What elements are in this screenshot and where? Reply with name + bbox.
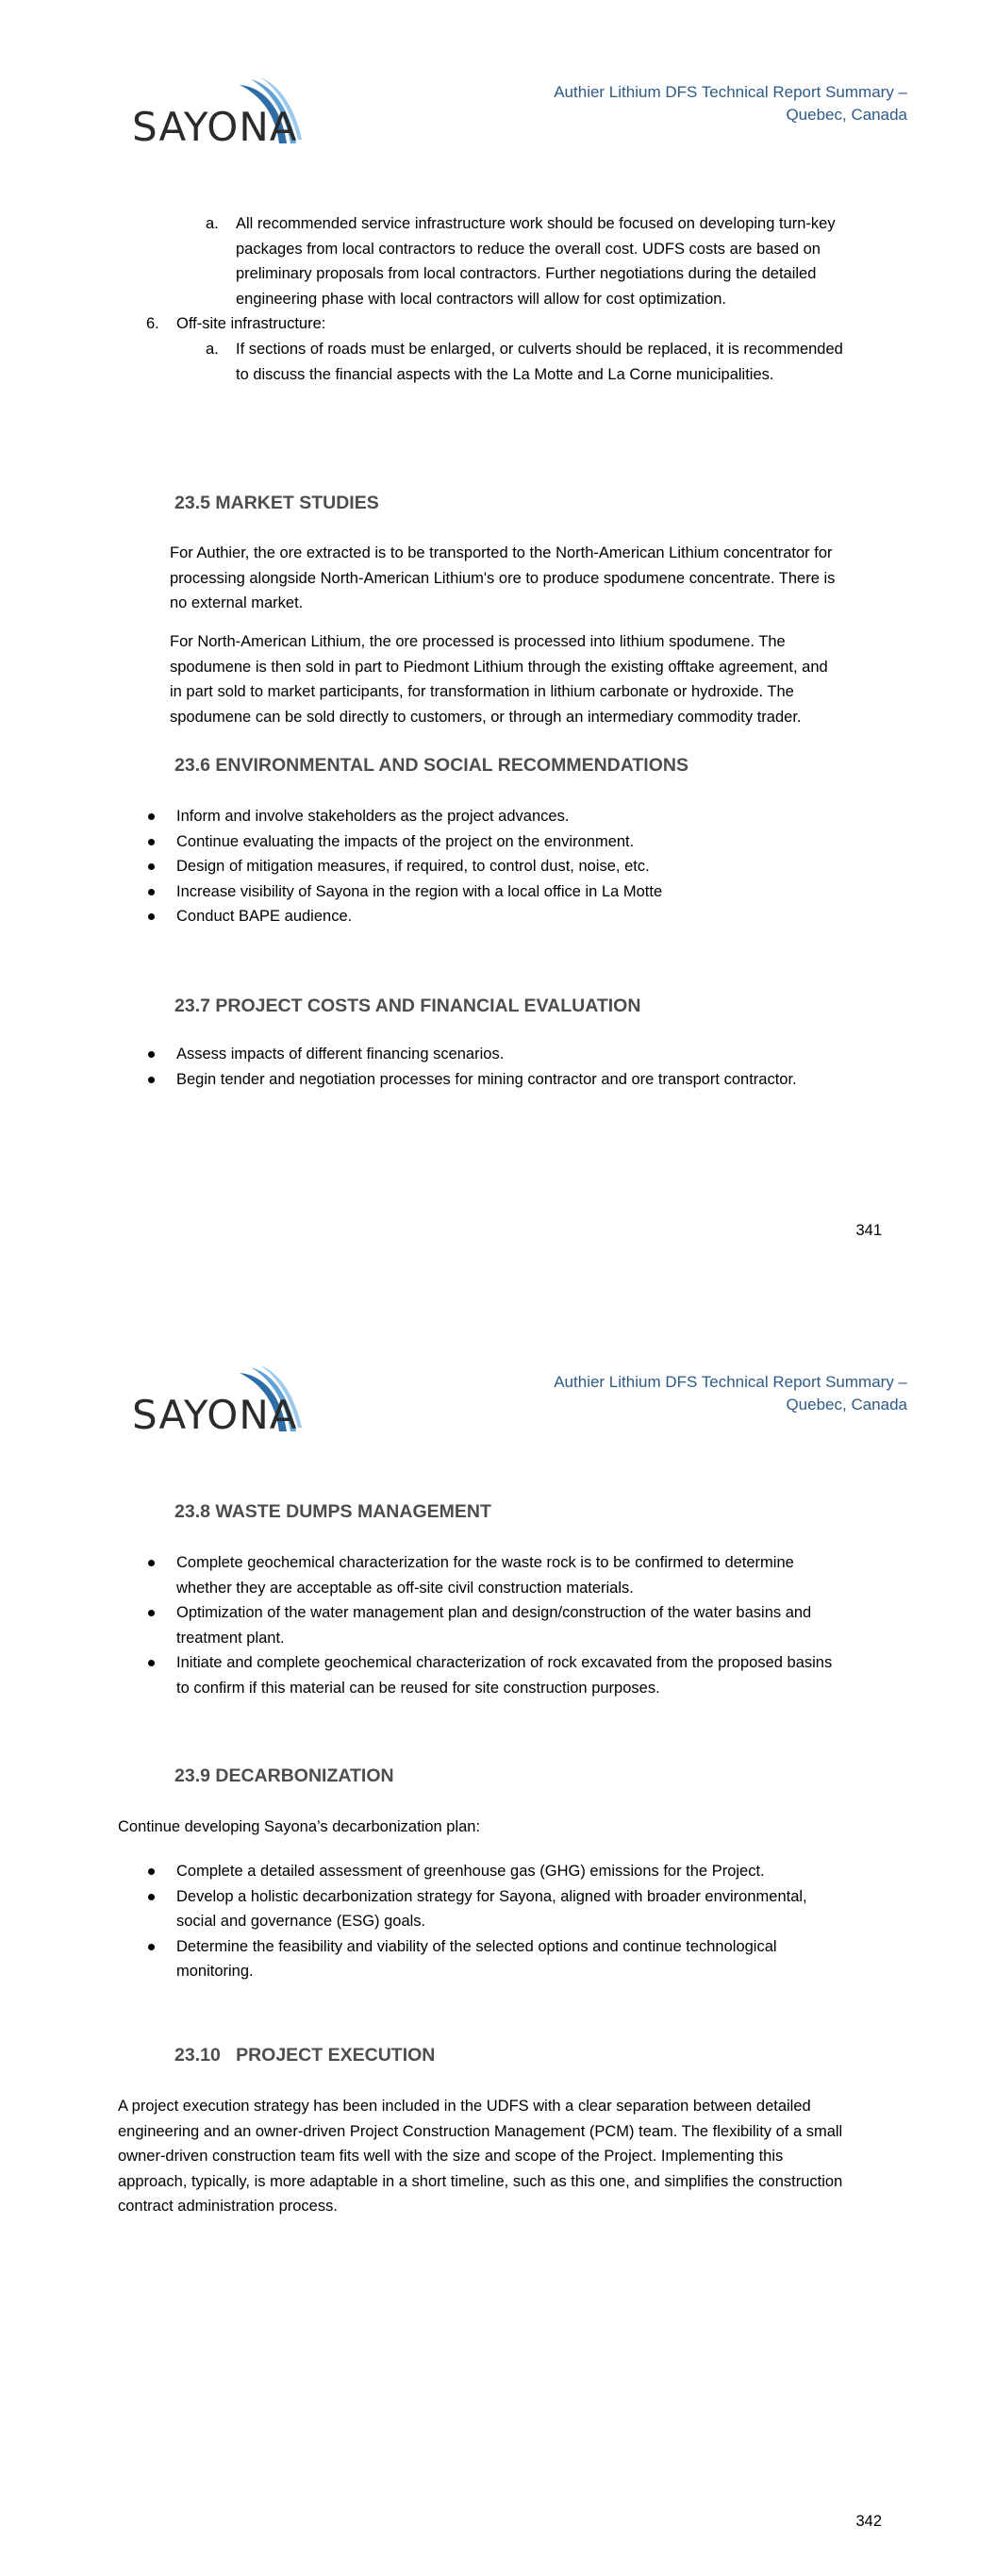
list-item: Initiate and complete geochemical characterization of rock excavated from the proposed basins to confirm if this material can be reused for site construction purposes. <box>146 1650 885 1700</box>
section-heading-23-6: 23.6 ENVIRONMENTAL AND SOCIAL RECOMMENDATIONS <box>174 755 688 776</box>
list-item: Optimization of the water management plan and design/construction of the water basins and treatment plant. <box>146 1600 885 1650</box>
list-item-text: If sections of roads must be enlarged, or culverts should be replaced, it is recommended to discuss the financial aspects with the La Motte and La Corne municipalities. <box>236 341 843 383</box>
logo-text: SAYONA <box>132 1392 298 1438</box>
bullet-icon <box>148 1077 155 1083</box>
bullet-icon <box>148 1660 155 1666</box>
section-heading-23-8: 23.8 WASTE DUMPS MANAGEMENT <box>174 1501 491 1522</box>
bullet-icon <box>148 863 155 870</box>
cost-bullet-list <box>146 1042 891 1092</box>
section-heading-23-9: 23.9 DECARBONIZATION <box>174 1765 394 1786</box>
waste-bullet-list <box>146 1550 885 1700</box>
bullet-icon <box>148 1051 155 1058</box>
list-item: Develop a holistic decarbonization strategy for Sayona, aligned with broader environmental, social and governance (ESG) goals. <box>146 1884 885 1934</box>
list-item: a. All recommended service infrastructure work should be focused on developing turn-key packages from local contractors to reduce the overall cost. UDFS costs are based on preliminary proposals from local contractors. Further negotiations during the detailed engineering phase with local contractors will allow for cost optimization. <box>206 211 885 311</box>
market-paragraph-1: For Authier, the ore extracted is to be transported to the North-American Lithium concentrator for processing alongside North-American Lithium's ore to produce spodumene concentrate. There is no external market. <box>170 544 836 611</box>
report-header-title: Authier Lithium DFS Technical Report Summary – Quebec, Canada <box>554 83 907 124</box>
page-342 <box>0 1288 995 2576</box>
sayona-logo <box>132 77 302 150</box>
logo-text: SAYONA <box>132 104 298 150</box>
list-item: a. If sections of roads must be enlarged, or culverts should be replaced, it is recommended to discuss the financial aspects with the La Motte and La Corne municipalities. <box>206 337 885 387</box>
section-heading-23-7: 23.7 PROJECT COSTS AND FINANCIAL EVALUATION <box>174 995 641 1016</box>
list-item: Conduct BAPE audience. <box>146 904 891 929</box>
list-item: 6. Off-site infrastructure: <box>146 315 326 332</box>
bullet-icon <box>148 913 155 920</box>
page-number: 342 <box>855 2513 882 2530</box>
bullet-icon <box>148 1560 155 1566</box>
list-item: Determine the feasibility and viability of the selected options and continue technological monitoring. <box>146 1934 885 1984</box>
decarb-bullet-list <box>146 1859 885 1984</box>
list-item: Continue evaluating the impacts of the project on the environment. <box>146 829 891 855</box>
list-item: Complete geochemical characterization for the waste rock is to be confirmed to determine whether they are acceptable as off-site civil construction materials. <box>146 1550 885 1600</box>
bullet-icon <box>148 839 155 845</box>
list-item: Complete a detailed assessment of greenhouse gas (GHG) emissions for the Project. <box>146 1859 885 1884</box>
section-heading-23-5: 23.5 MARKET STUDIES <box>174 493 379 513</box>
list-item: Increase visibility of Sayona in the region with a local office in La Motte <box>146 879 891 905</box>
market-paragraph-2: For North-American Lithium, the ore processed is processed into lithium spodumene. The spodumene is then sold in part to Piedmont Lithium through the existing offtake agreement, and in part sold to market participants, for transformation in lithium carbonate or hydroxide. The spodumene can be sold directly to customers, or through an intermediary commodity trader. <box>170 633 828 726</box>
bullet-icon <box>148 1944 155 1950</box>
sayona-logo <box>132 1365 302 1438</box>
list-item: Inform and involve stakeholders as the project advances. <box>146 804 891 829</box>
report-header-title: Authier Lithium DFS Technical Report Summary – Quebec, Canada <box>554 1373 907 1413</box>
bullet-icon <box>148 813 155 820</box>
bullet-icon <box>148 889 155 895</box>
list-item: Begin tender and negotiation processes for mining contractor and ore transport contractor. <box>146 1067 891 1093</box>
list-item: Design of mitigation measures, if required, to control dust, noise, etc. <box>146 854 891 879</box>
exec-paragraph: A project execution strategy has been included in the UDFS with a clear separation between detailed engineering and an owner-driven Project Construction Management (PCM) team. The flexibility of a small owner-driven construction team fits well with the size and scope of the Project. Implementing this approach, typically, is more adaptable in a short timeline, such as this one, and simplifies the construction contract administration process. <box>118 2098 843 2215</box>
bullet-icon <box>148 1868 155 1875</box>
bullet-icon <box>148 1610 155 1616</box>
list-item: Assess impacts of different financing scenarios. <box>146 1042 891 1067</box>
env-bullet-list <box>146 804 891 929</box>
section-heading-23-10: 23.10 PROJECT EXECUTION <box>174 2045 436 2066</box>
bullet-icon <box>148 1894 155 1900</box>
list-item-text: All recommended service infrastructure work should be focused on developing turn-key packages from local contractors to reduce the overall cost. UDFS costs are based on preliminary proposals from local contractors. Further negotiations during the detailed engineering phase with local contractors will allow for cost optimization. <box>236 215 836 308</box>
decarb-intro: Continue developing Sayona’s decarbonization plan: <box>118 1818 481 1835</box>
page-number: 341 <box>855 1222 882 1239</box>
